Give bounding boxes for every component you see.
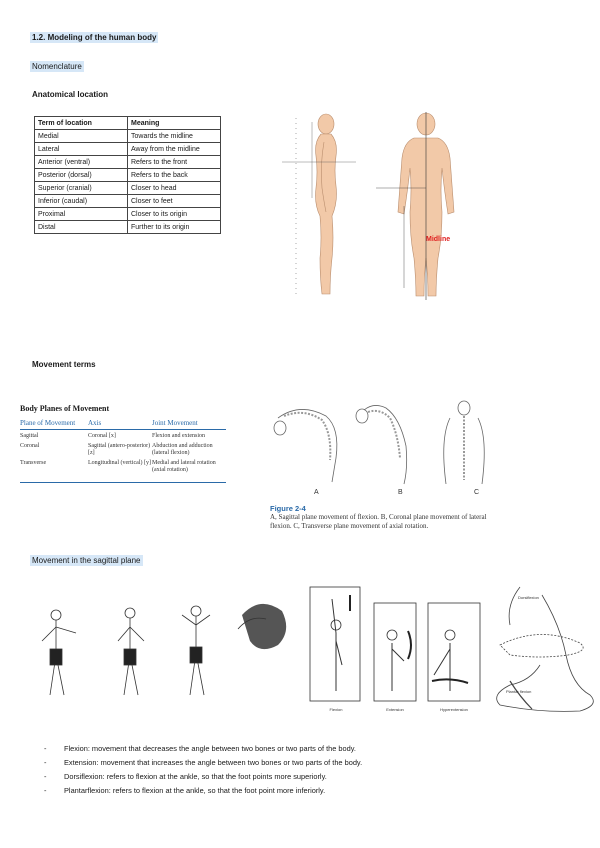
table-cell: Lateral [35,143,128,156]
planes-cell: Coronal [20,443,40,449]
planes-cell: Abduction and adduction (lateral flexion) [152,443,213,456]
table-cell: Closer to head [128,182,221,195]
elbow-flexion-drawing [182,606,210,695]
planes-cell: Coronal [x] [88,433,116,439]
extension-arrow [408,631,411,659]
table-cell: Superior (cranial) [35,182,128,195]
table-cell: Posterior (dorsal) [35,169,128,182]
table-cell: Proximal [35,208,128,221]
spine-movement-figure [270,398,508,498]
spine-lateral-flexion-panel [356,405,407,484]
sagittal-plane-heading: Movement in the sagittal plane [32,556,141,565]
planes-header: Plane of Movement [20,419,76,427]
spine-rotation-panel [444,401,485,484]
planes-cell: Longitudinal (vertical) [y] [88,460,151,466]
panel-label-hyperextension: Hyperextension [440,707,468,712]
plantar-flexion-label: Plantar flexion [506,689,532,694]
table-header-row [35,117,221,130]
spine-label-a: A [314,489,319,496]
planes-cell: Transverse [20,460,47,466]
table-row [20,460,226,474]
midline-label: Midline [426,236,451,243]
table-row [35,169,221,182]
flexion-figure-head [331,620,341,630]
bullet-dash: - [44,744,47,753]
planes-header: Joint Movement [152,419,198,427]
head-neck-drawing [238,604,286,649]
table-cell: Closer to feet [128,195,221,208]
planes-table-bottom-rule [20,482,226,483]
anatomical-location-heading: Anatomical location [32,90,109,99]
dorsiflexion-label: Dorsiflexion [518,595,539,600]
table-cell: Medial [35,130,128,143]
spine-label-c: C [474,489,480,496]
anatomical-body-figure [276,108,514,304]
spine-flexion-panel [274,409,337,482]
body-planes-table [20,404,226,483]
planes-cell: Sagittal [20,433,39,439]
spine-figure-caption [270,504,508,531]
list-item [44,786,584,795]
table-row [35,221,221,234]
extension-figure-head [387,630,397,640]
table-cell: Further to its origin [128,221,221,234]
definition-text: Extension: movement that increases the angle between two bones or two parts of the body. [64,758,363,767]
table-row [20,443,226,457]
hyperextension-figure-head [445,630,455,640]
definition-text: Dorsiflexion: refers to flexion at the ankle, so that the foot points more superiorly. [64,772,327,781]
list-item [44,772,584,781]
table-cell: Inferior (caudal) [35,195,128,208]
section-title: 1.2. Modeling of the human body [32,33,157,42]
shoulder-flexion-drawing [42,610,76,695]
bullet-dash: - [44,786,47,795]
list-item [44,758,584,767]
planes-table-title: Body Planes of Movement [20,404,110,413]
definition-text: Plantarflexion: refers to flexion at the ankle, so that the foot point more inferiorly. [64,786,326,795]
table-row [35,156,221,169]
planes-cell: Sagittal (antero-posterior) [z] [88,443,151,456]
flexion-panel [310,587,360,701]
table-cell: Closer to its origin [128,208,221,221]
location-table [34,116,221,234]
table-header: Term of location [35,117,128,130]
nomenclature-heading: Nomenclature [32,62,82,71]
flexion-figure [332,599,342,691]
table-row [35,208,221,221]
planes-cell: Medial and lateral rotation (axial rotation) [152,460,216,473]
arm-extension-drawing [118,608,144,695]
table-cell: Refers to the front [128,156,221,169]
panel-label-extension: Extension [386,707,404,712]
list-item [44,744,584,753]
planes-table-header [20,419,226,430]
movement-terms-heading: Movement terms [32,360,96,369]
panel-label-flexion: Flexion [329,707,343,712]
table-header: Meaning [128,117,221,130]
bullet-dash: - [44,758,47,767]
spine-label-b: B [398,489,403,496]
side-view-figure [316,114,337,294]
table-row [35,182,221,195]
hyperextension-panel [428,603,480,701]
table-cell: Anterior (ventral) [35,156,128,169]
table-cell: Away from the midline [128,143,221,156]
table-cell: Distal [35,221,128,234]
planes-header: Axis [88,419,102,427]
caption-title: Figure 2-4 [270,504,306,513]
sagittal-movement-figure [20,585,600,725]
definitions-list [44,744,584,800]
table-cell: Refers to the back [128,169,221,182]
table-cell: Towards the midline [128,130,221,143]
planes-cell: Flexion and extension [152,433,205,439]
table-row [20,433,226,440]
bullet-dash: - [44,772,47,781]
caption-text: A, Sagittal plane movement of flexion. B, Coronal plane movement of lateral flexion. C, Transverse plane movement of axial rotation. [270,513,487,530]
table-row [35,195,221,208]
definition-text: Flexion: movement that decreases the angle between two bones or two parts of the body. [64,744,356,753]
hyperextension-figure [434,643,450,691]
table-row [35,143,221,156]
table-row [35,130,221,143]
extension-figure [392,643,404,691]
